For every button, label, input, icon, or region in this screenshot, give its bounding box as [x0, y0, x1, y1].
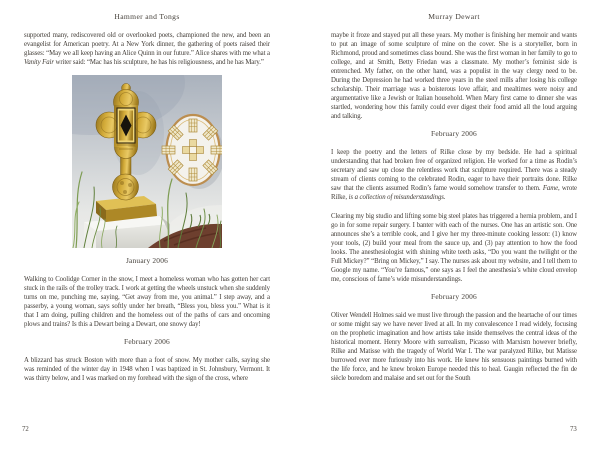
page-number-left: 72	[22, 426, 29, 433]
sculpture-photo-graphic	[72, 75, 222, 248]
paragraph-january: Walking to Coolidge Corner in the snow, I meet a homeless woman who has gotten her cart stuck in the rails of the trolley track. I work at getting the wheels unstuck when she suddenly turns on me, punching me, saying, “Get away from me, you animal.” I step away, and a passerby, a young woman, says softly under her breath, “Bless you, bless you.” What is it that I am doing, pulling children and the homeless out of the paths of cars and oncoming plows and trains? Is this a Dewart being a Dewart, one snowy day!	[24, 276, 270, 328]
month-heading-february-left: February 2006	[124, 337, 170, 346]
page-right	[331, 0, 577, 383]
running-header-right: Murray Dewart	[428, 12, 480, 21]
paragraph-rilke: I keep the poetry and the letters of Rilke close by my bedside. He had a spiritual understanding that had broken free of organized religion. He worked for a time as Rodin’s secretary and saw up close the relentless work that sculpture required. There was a steady stream of clients coming to the celebrated Rodin, eager to have their portraits done. Rilke saw that the clients assumed Rodin’s fame would somehow transfer to them. Fame, wrote Rilke, is a collection of misunderstandings.	[331, 149, 577, 201]
paragraph-continuation: maybe it froze and stayed put all these years. My mother is finishing her memoir and wants to put an image of some sculpture of mine on the cover. She is a storyteller, born in Richmond, proud and sometimes class bound. She was the first woman in her family to go to college, and at Smith, Betty Friedan was a classmate. My mother’s feminist side is entrenched. My father, on the other hand, was a populist in the way clergy need to be. During the Depression he had worked three years in the steel mills after losing his college scholarship. Their marriage was a boisterous love affair, and mealtimes were noisy and argumentative like a Jewish or Italian household. When Mary first came to dinner she was startled, wondering how this family could ever digest their food amid all the loud arguing and talking.	[331, 32, 577, 120]
paragraph-intro: supported many, rediscovered old or overlooked poets, championed the new, and been an evangelist for American poetry. At a New York dinner, the gathering of poets raised their glasses: “May we all keep having an Alice Quinn in our future.” Alice shares with me what a Vanity Fair writer said: “Mac has his sculpture, he has his religiousness, and he has Mary.”	[24, 32, 270, 66]
month-heading-february-right-1: February 2006	[431, 129, 477, 138]
running-header-left: Hammer and Tongs	[114, 12, 180, 21]
page-number-right: 73	[570, 426, 577, 433]
paragraph-holmes: Oliver Wendell Holmes said we must live through the passion and the heartache of our times or some might say we have never lived at all. In my convalescence I read widely, focusing on the prophetic imagination and how artists take inside themselves the central ideas of the historical moment. Henry Moore with surrealism, Picasso with Marxism however briefly, Rilke and Matisse with the tragedy of World War I. The war paralyzed Rilke, but Matisse burrowed ever more furiously into his work. He knew his sensuous paintings burned with the life force, and he knew broken Europe needed this to heal. Gaugin reflected the fin de siècle boredom and malaise and set out for the South	[331, 312, 577, 382]
page-left	[24, 0, 270, 383]
sculpture-photo	[72, 75, 222, 248]
paragraph-february-left: A blizzard has struck Boston with more than a foot of snow. My mother calls, saying she was reminded of the winter day in 1948 when I was baptized in St. Johnsbury, Vermont. It was thirty below, and I was marked on my forehead with the sign of the cross, where	[24, 357, 270, 382]
paragraph-surgery: Clearing my big studio and lifting some big steel plates has triggered a hernia problem, and I go in for some repair surgery. I banter with each of the nurses. One has an artistic son. One announces she’s a terrible cook, and I give her my three-minute cooking lesson: (1) know your tools, (2) build your meal from the sauce up, and (3) pay attention to how the food looks. The anesthesiologist with shining white teeth asks, “Do you want the twilight or the Full Mickey?” “Bring on Mickey,” I say. The nurses ask about my website, and I tell them to Google my name. “You’re famous,” one says as I feel the anesthesia’s white cloud envelop me, conscious of fame’s wide misunderstandings.	[331, 213, 577, 283]
photo-caption: January 2006	[125, 256, 168, 265]
month-heading-february-right-2: February 2006	[431, 292, 477, 301]
